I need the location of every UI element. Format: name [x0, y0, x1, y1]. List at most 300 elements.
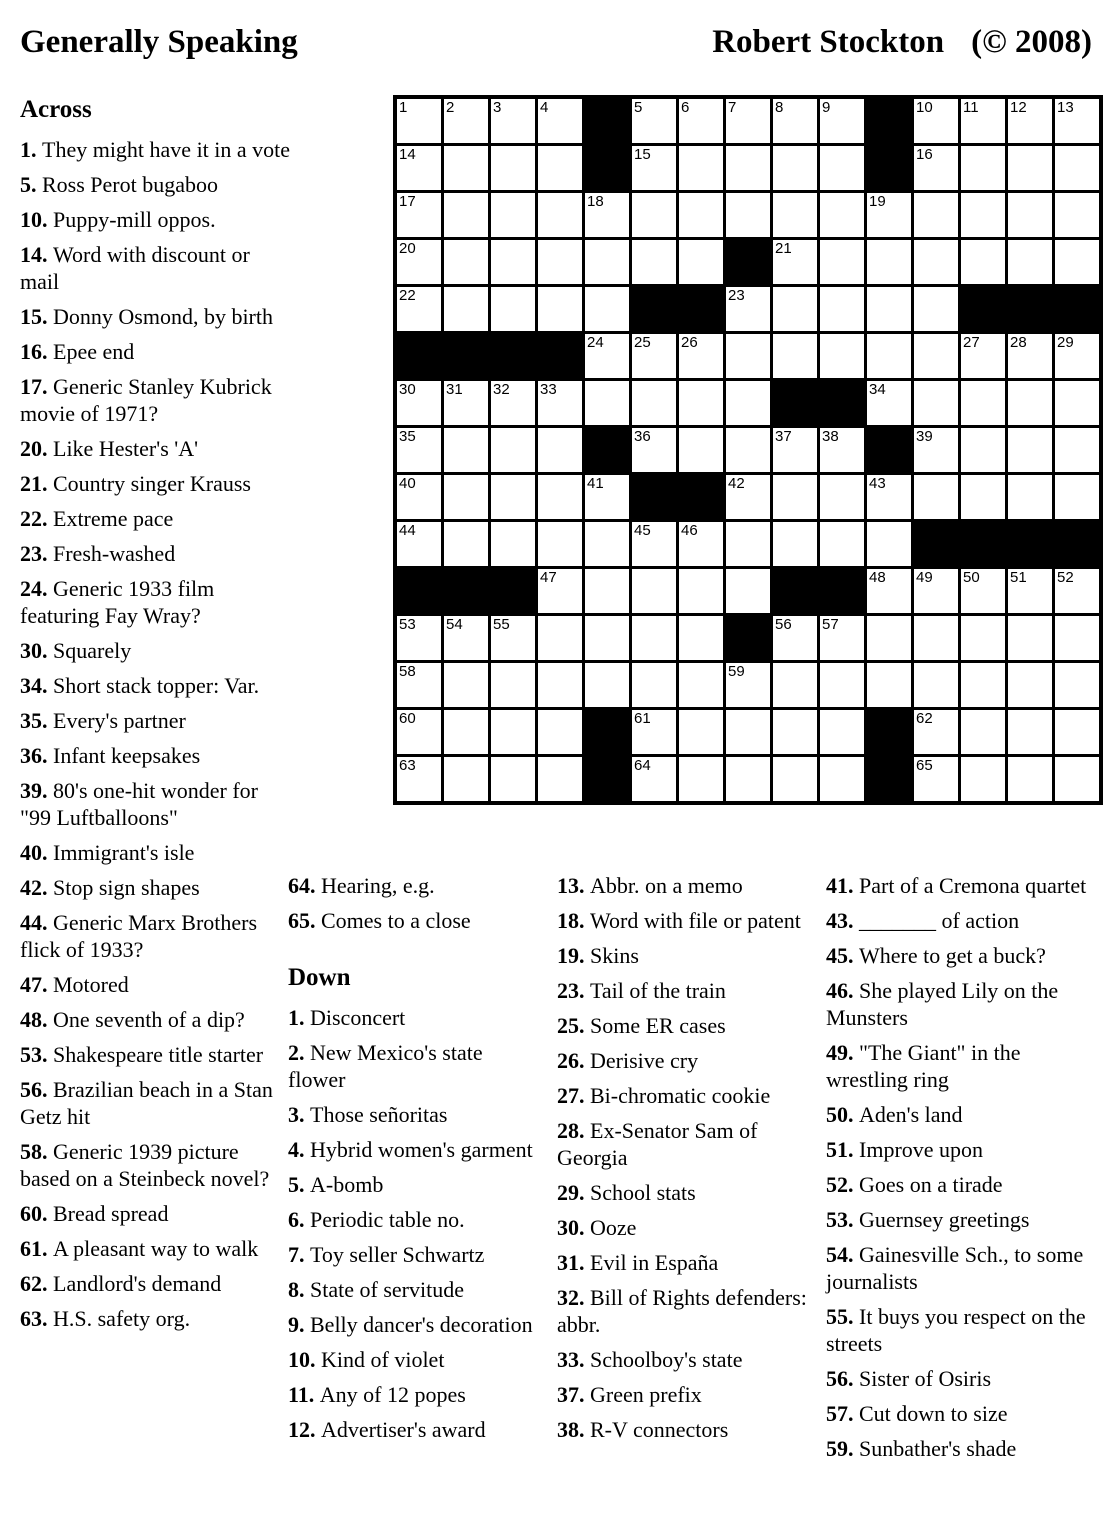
grid-cell[interactable] [867, 381, 911, 425]
grid-cell[interactable] [1055, 757, 1099, 801]
clue-number: 13. [557, 873, 590, 898]
clue-text: Goes on a tirade [859, 1172, 1003, 1197]
clue [288, 1206, 538, 1233]
grid-cell[interactable] [679, 569, 723, 613]
clue-text: _______ of action [859, 908, 1020, 933]
grid-cell[interactable] [1008, 757, 1052, 801]
grid-cell[interactable] [397, 381, 441, 425]
puzzle-title: Generally Speaking [20, 24, 298, 60]
grid-cell[interactable] [679, 146, 723, 190]
grid-cell[interactable] [1055, 193, 1099, 237]
clue [288, 1416, 538, 1443]
grid-cell[interactable] [726, 428, 770, 472]
grid-cell[interactable] [773, 240, 817, 284]
grid-cell[interactable] [397, 428, 441, 472]
grid-cell[interactable] [397, 475, 441, 519]
clue [20, 206, 292, 233]
grid-cell[interactable] [491, 663, 535, 707]
grid-cell[interactable] [632, 193, 676, 237]
grid-cell[interactable] [397, 616, 441, 660]
clue-number: 53. [826, 1207, 859, 1232]
clue-number: 26. [557, 1048, 590, 1073]
grid-cell[interactable] [1055, 428, 1099, 472]
grid-cell[interactable] [491, 522, 535, 566]
grid-cell[interactable] [585, 616, 629, 660]
grid-cell[interactable] [444, 287, 488, 331]
grid-cell[interactable] [726, 710, 770, 754]
cell-number: 1 [399, 99, 408, 116]
cell-number: 35 [399, 428, 416, 445]
grid-cell[interactable] [820, 475, 864, 519]
grid-cell[interactable] [491, 757, 535, 801]
clue-text: Shakespeare title starter [53, 1042, 264, 1067]
grid-cell[interactable] [1008, 193, 1052, 237]
grid-cell[interactable] [397, 240, 441, 284]
cell-number: 37 [775, 428, 792, 445]
grid-cell[interactable] [444, 475, 488, 519]
clue-text: Word with file or patent [590, 908, 801, 933]
clue-text: Generic 1933 film featuring Fay Wray? [20, 576, 215, 628]
grid-cell[interactable] [820, 428, 864, 472]
cell-number: 18 [587, 193, 604, 210]
grid-cell[interactable] [679, 428, 723, 472]
grid-cell[interactable] [585, 475, 629, 519]
cell-number: 13 [1057, 99, 1074, 116]
clue-text: Derisive cry [590, 1048, 699, 1073]
grid-cell[interactable] [538, 287, 582, 331]
grid-cell[interactable] [820, 616, 864, 660]
grid-cell[interactable] [538, 616, 582, 660]
cell-number: 5 [634, 99, 643, 116]
grid-cell[interactable] [1055, 710, 1099, 754]
clue [288, 1276, 538, 1303]
clue [826, 1101, 1098, 1128]
grid-cell[interactable] [585, 522, 629, 566]
clue-number: 25. [557, 1013, 590, 1038]
clue-number: 14. [20, 242, 53, 267]
grid-cell[interactable] [538, 381, 582, 425]
grid-cell[interactable] [632, 569, 676, 613]
grid-cell[interactable] [726, 381, 770, 425]
grid-cell[interactable] [1008, 569, 1052, 613]
grid-cell[interactable] [867, 334, 911, 378]
grid-cell[interactable] [444, 240, 488, 284]
clue [20, 1041, 292, 1068]
grid-cell[interactable] [444, 99, 488, 143]
grid-cell[interactable] [867, 663, 911, 707]
grid-cell[interactable] [726, 757, 770, 801]
grid-cell[interactable] [679, 381, 723, 425]
cell-number: 47 [540, 569, 557, 586]
grid-cell[interactable] [491, 146, 535, 190]
grid-cell[interactable] [632, 522, 676, 566]
grid-cell[interactable] [867, 240, 911, 284]
grid-cell[interactable] [914, 240, 958, 284]
black-cell [726, 240, 770, 284]
grid-cell[interactable] [914, 334, 958, 378]
clue-text: Ooze [590, 1215, 637, 1240]
clue-text: A pleasant way to walk [53, 1236, 259, 1261]
grid-cell[interactable] [397, 522, 441, 566]
grid-cell[interactable] [726, 334, 770, 378]
clue-number: 55. [826, 1304, 859, 1329]
grid-cell[interactable] [1055, 663, 1099, 707]
grid-cell[interactable] [1008, 240, 1052, 284]
clue-text: Guernsey greetings [859, 1207, 1030, 1232]
grid-cell[interactable] [1008, 475, 1052, 519]
clue [20, 303, 292, 330]
clue [20, 575, 292, 629]
clue-text: Toy seller Schwartz [310, 1242, 485, 1267]
grid-cell[interactable] [773, 663, 817, 707]
grid-cell[interactable] [773, 475, 817, 519]
clue-number: 20. [20, 436, 53, 461]
grid-cell[interactable] [1055, 99, 1099, 143]
clue [557, 907, 813, 934]
grid-cell[interactable] [491, 99, 535, 143]
clue-text: Aden's land [859, 1102, 963, 1127]
grid-cell[interactable] [444, 146, 488, 190]
grid-cell[interactable] [773, 428, 817, 472]
grid-cell[interactable] [726, 522, 770, 566]
grid-cell[interactable] [632, 146, 676, 190]
cell-number: 9 [822, 99, 831, 116]
grid-cell[interactable] [491, 240, 535, 284]
grid-cell[interactable] [444, 757, 488, 801]
grid-cell[interactable] [585, 569, 629, 613]
clue-number: 37. [557, 1382, 590, 1407]
grid-cell[interactable] [491, 287, 535, 331]
grid-cell[interactable] [1008, 428, 1052, 472]
grid-cell[interactable] [961, 475, 1005, 519]
clue-number: 59. [826, 1436, 859, 1461]
black-cell [679, 475, 723, 519]
cell-number: 39 [916, 428, 933, 445]
grid-cell[interactable] [820, 99, 864, 143]
grid-cell[interactable] [726, 287, 770, 331]
grid-cell[interactable] [961, 616, 1005, 660]
grid-cell[interactable] [679, 240, 723, 284]
grid-cell[interactable] [961, 428, 1005, 472]
clue [288, 872, 538, 899]
grid-cell[interactable] [914, 569, 958, 613]
grid-cell[interactable] [632, 663, 676, 707]
grid-cell[interactable] [491, 381, 535, 425]
clue-number: 21. [20, 471, 53, 496]
clue-number: 57. [826, 1401, 859, 1426]
clue-number: 40. [20, 840, 53, 865]
grid-cell[interactable] [585, 193, 629, 237]
grid-cell[interactable] [632, 616, 676, 660]
grid-cell[interactable] [914, 757, 958, 801]
grid-cell[interactable] [538, 146, 582, 190]
black-cell [397, 334, 441, 378]
grid-cell[interactable] [914, 663, 958, 707]
grid-cell[interactable] [397, 287, 441, 331]
clue-number: 63. [20, 1306, 53, 1331]
clue [288, 1381, 538, 1408]
clue-number: 64. [288, 873, 321, 898]
grid-cell[interactable] [679, 334, 723, 378]
clue-text: Comes to a close [321, 908, 471, 933]
grid-cell[interactable] [491, 475, 535, 519]
grid-cell[interactable] [444, 616, 488, 660]
cell-number: 29 [1057, 334, 1074, 351]
grid-cell[interactable] [397, 193, 441, 237]
clue-number: 2. [288, 1040, 310, 1065]
grid-cell[interactable] [1055, 616, 1099, 660]
grid-cell[interactable] [867, 616, 911, 660]
grid-cell[interactable] [773, 522, 817, 566]
grid-cell[interactable] [773, 757, 817, 801]
grid-cell[interactable] [961, 193, 1005, 237]
grid-cell[interactable] [538, 663, 582, 707]
clue-number: 11. [288, 1382, 320, 1407]
grid-cell[interactable] [961, 569, 1005, 613]
cell-number: 28 [1010, 334, 1027, 351]
clue-number: 58. [20, 1139, 53, 1164]
clue [20, 707, 292, 734]
cell-number: 12 [1010, 99, 1027, 116]
clue-text: One seventh of a dip? [53, 1007, 245, 1032]
cell-number: 58 [399, 663, 416, 680]
grid-cell[interactable] [444, 193, 488, 237]
cell-number: 49 [916, 569, 933, 586]
grid-cell[interactable] [397, 757, 441, 801]
grid-cell[interactable] [867, 475, 911, 519]
grid-cell[interactable] [1055, 146, 1099, 190]
grid-cell[interactable] [961, 663, 1005, 707]
grid-cell[interactable] [397, 99, 441, 143]
clue-text: Green prefix [590, 1382, 702, 1407]
black-cell [867, 757, 911, 801]
grid-cell[interactable] [820, 240, 864, 284]
grid-cell[interactable] [585, 334, 629, 378]
grid-cell[interactable] [726, 99, 770, 143]
grid-cell[interactable] [491, 193, 535, 237]
clue-text: Belly dancer's decoration [310, 1312, 533, 1337]
cell-number: 25 [634, 334, 651, 351]
grid-cell[interactable] [914, 616, 958, 660]
grid-cell[interactable] [679, 522, 723, 566]
clue-number: 52. [826, 1172, 859, 1197]
grid-cell[interactable] [1055, 569, 1099, 613]
grid-cell[interactable] [1008, 710, 1052, 754]
grid-cell[interactable] [444, 522, 488, 566]
clue [20, 435, 292, 462]
clue-number: 9. [288, 1312, 310, 1337]
grid-cell[interactable] [961, 381, 1005, 425]
grid-cell[interactable] [538, 428, 582, 472]
grid-cell[interactable] [679, 757, 723, 801]
grid-cell[interactable] [1008, 663, 1052, 707]
black-cell [726, 616, 770, 660]
clue [288, 1004, 538, 1031]
grid-cell[interactable] [1055, 475, 1099, 519]
clue-number: 60. [20, 1201, 53, 1226]
grid-cell[interactable] [1008, 381, 1052, 425]
grid-cell[interactable] [1008, 616, 1052, 660]
grid-cell[interactable] [867, 287, 911, 331]
grid-cell[interactable] [961, 99, 1005, 143]
clue-number: 46. [826, 978, 859, 1003]
grid-cell[interactable] [538, 710, 582, 754]
grid-cell[interactable] [397, 663, 441, 707]
grid-cell[interactable] [679, 616, 723, 660]
clue-number: 28. [557, 1118, 590, 1143]
grid-cell[interactable] [961, 240, 1005, 284]
grid-cell[interactable] [773, 99, 817, 143]
grid-cell[interactable] [773, 193, 817, 237]
grid-cell[interactable] [1008, 99, 1052, 143]
grid-cell[interactable] [538, 522, 582, 566]
grid-cell[interactable] [914, 287, 958, 331]
black-cell [914, 522, 958, 566]
grid-cell[interactable] [820, 287, 864, 331]
grid-cell[interactable] [914, 428, 958, 472]
clue-number: 44. [20, 910, 53, 935]
grid-cell[interactable] [820, 193, 864, 237]
grid-cell[interactable] [726, 193, 770, 237]
grid-cell[interactable] [914, 146, 958, 190]
grid-cell[interactable] [632, 428, 676, 472]
grid-cell[interactable] [538, 569, 582, 613]
grid-cell[interactable] [397, 710, 441, 754]
clue-number: 34. [20, 673, 53, 698]
grid-cell[interactable] [585, 381, 629, 425]
clue [826, 942, 1098, 969]
grid-cell[interactable] [538, 240, 582, 284]
grid-cell[interactable] [632, 240, 676, 284]
clue [20, 839, 292, 866]
clue-number: 56. [20, 1077, 53, 1102]
cell-number: 46 [681, 522, 698, 539]
grid-cell[interactable] [867, 569, 911, 613]
grid-cell[interactable] [773, 616, 817, 660]
grid-cell[interactable] [538, 193, 582, 237]
grid-cell[interactable] [961, 334, 1005, 378]
clue-number: 32. [557, 1285, 590, 1310]
byline [712, 24, 1092, 61]
grid-cell[interactable] [726, 663, 770, 707]
grid-cell[interactable] [585, 287, 629, 331]
clue-number: 62. [20, 1271, 53, 1296]
clue-text: Epee end [53, 339, 135, 364]
grid-cell[interactable] [914, 475, 958, 519]
grid-cell[interactable] [914, 99, 958, 143]
grid-cell[interactable] [1055, 334, 1099, 378]
cell-number: 43 [869, 475, 886, 492]
grid-cell[interactable] [773, 287, 817, 331]
clue [826, 1365, 1098, 1392]
grid-cell[interactable] [632, 381, 676, 425]
grid-cell[interactable] [585, 240, 629, 284]
grid-cell[interactable] [444, 381, 488, 425]
clue-text: A-bomb [310, 1172, 384, 1197]
grid-cell[interactable] [820, 334, 864, 378]
clue-text: Abbr. on a memo [590, 873, 743, 898]
grid-cell[interactable] [773, 334, 817, 378]
cell-number: 31 [446, 381, 463, 398]
grid-cell[interactable] [679, 663, 723, 707]
clue-text: Gainesville Sch., to some journalists [826, 1242, 1084, 1294]
grid-cell[interactable] [961, 710, 1005, 754]
grid-cell[interactable] [867, 193, 911, 237]
grid-cell[interactable] [820, 522, 864, 566]
grid-cell[interactable] [538, 475, 582, 519]
grid-cell[interactable] [726, 569, 770, 613]
grid-cell[interactable] [726, 146, 770, 190]
clue-text: Like Hester's 'A' [53, 436, 199, 461]
clue [20, 1076, 292, 1130]
grid-cell[interactable] [820, 710, 864, 754]
grid-cell[interactable] [773, 146, 817, 190]
grid-cell[interactable] [914, 710, 958, 754]
grid-cell[interactable] [1008, 334, 1052, 378]
grid-cell[interactable] [679, 99, 723, 143]
clue [557, 1179, 813, 1206]
grid-cell[interactable] [538, 757, 582, 801]
clue [20, 672, 292, 699]
grid-cell[interactable] [491, 616, 535, 660]
grid-cell[interactable] [632, 710, 676, 754]
cell-number: 6 [681, 99, 690, 116]
grid-cell[interactable] [585, 663, 629, 707]
grid-cell[interactable] [444, 710, 488, 754]
grid-cell[interactable] [632, 99, 676, 143]
grid-cell[interactable] [914, 381, 958, 425]
grid-cell[interactable] [961, 757, 1005, 801]
grid-cell[interactable] [679, 710, 723, 754]
grid-cell[interactable] [867, 522, 911, 566]
grid-cell[interactable] [632, 757, 676, 801]
grid-cell[interactable] [1008, 146, 1052, 190]
clue-number: 1. [288, 1005, 310, 1030]
black-cell [1055, 522, 1099, 566]
clue-number: 49. [826, 1040, 859, 1065]
grid-cell[interactable] [820, 757, 864, 801]
clue-number: 30. [20, 638, 53, 663]
grid-cell[interactable] [1055, 240, 1099, 284]
clue [826, 1171, 1098, 1198]
cell-number: 30 [399, 381, 416, 398]
grid-cell[interactable] [491, 428, 535, 472]
black-cell [585, 146, 629, 190]
grid-cell[interactable] [444, 663, 488, 707]
grid-cell[interactable] [444, 428, 488, 472]
grid-cell[interactable] [961, 146, 1005, 190]
grid-cell[interactable] [726, 475, 770, 519]
clue-text: Every's partner [53, 708, 186, 733]
clue [826, 872, 1098, 899]
grid-cell[interactable] [914, 193, 958, 237]
black-cell [397, 569, 441, 613]
grid-cell[interactable] [679, 193, 723, 237]
clue [557, 1346, 813, 1373]
grid-cell[interactable] [491, 710, 535, 754]
clue [557, 942, 813, 969]
grid-cell[interactable] [1055, 381, 1099, 425]
grid-cell[interactable] [538, 99, 582, 143]
grid-cell[interactable] [632, 334, 676, 378]
grid-cell[interactable] [397, 146, 441, 190]
clue [826, 907, 1098, 934]
grid-cell[interactable] [820, 663, 864, 707]
grid-cell[interactable] [773, 710, 817, 754]
black-cell [820, 381, 864, 425]
grid-cell[interactable] [820, 146, 864, 190]
clue-number: 24. [20, 576, 53, 601]
